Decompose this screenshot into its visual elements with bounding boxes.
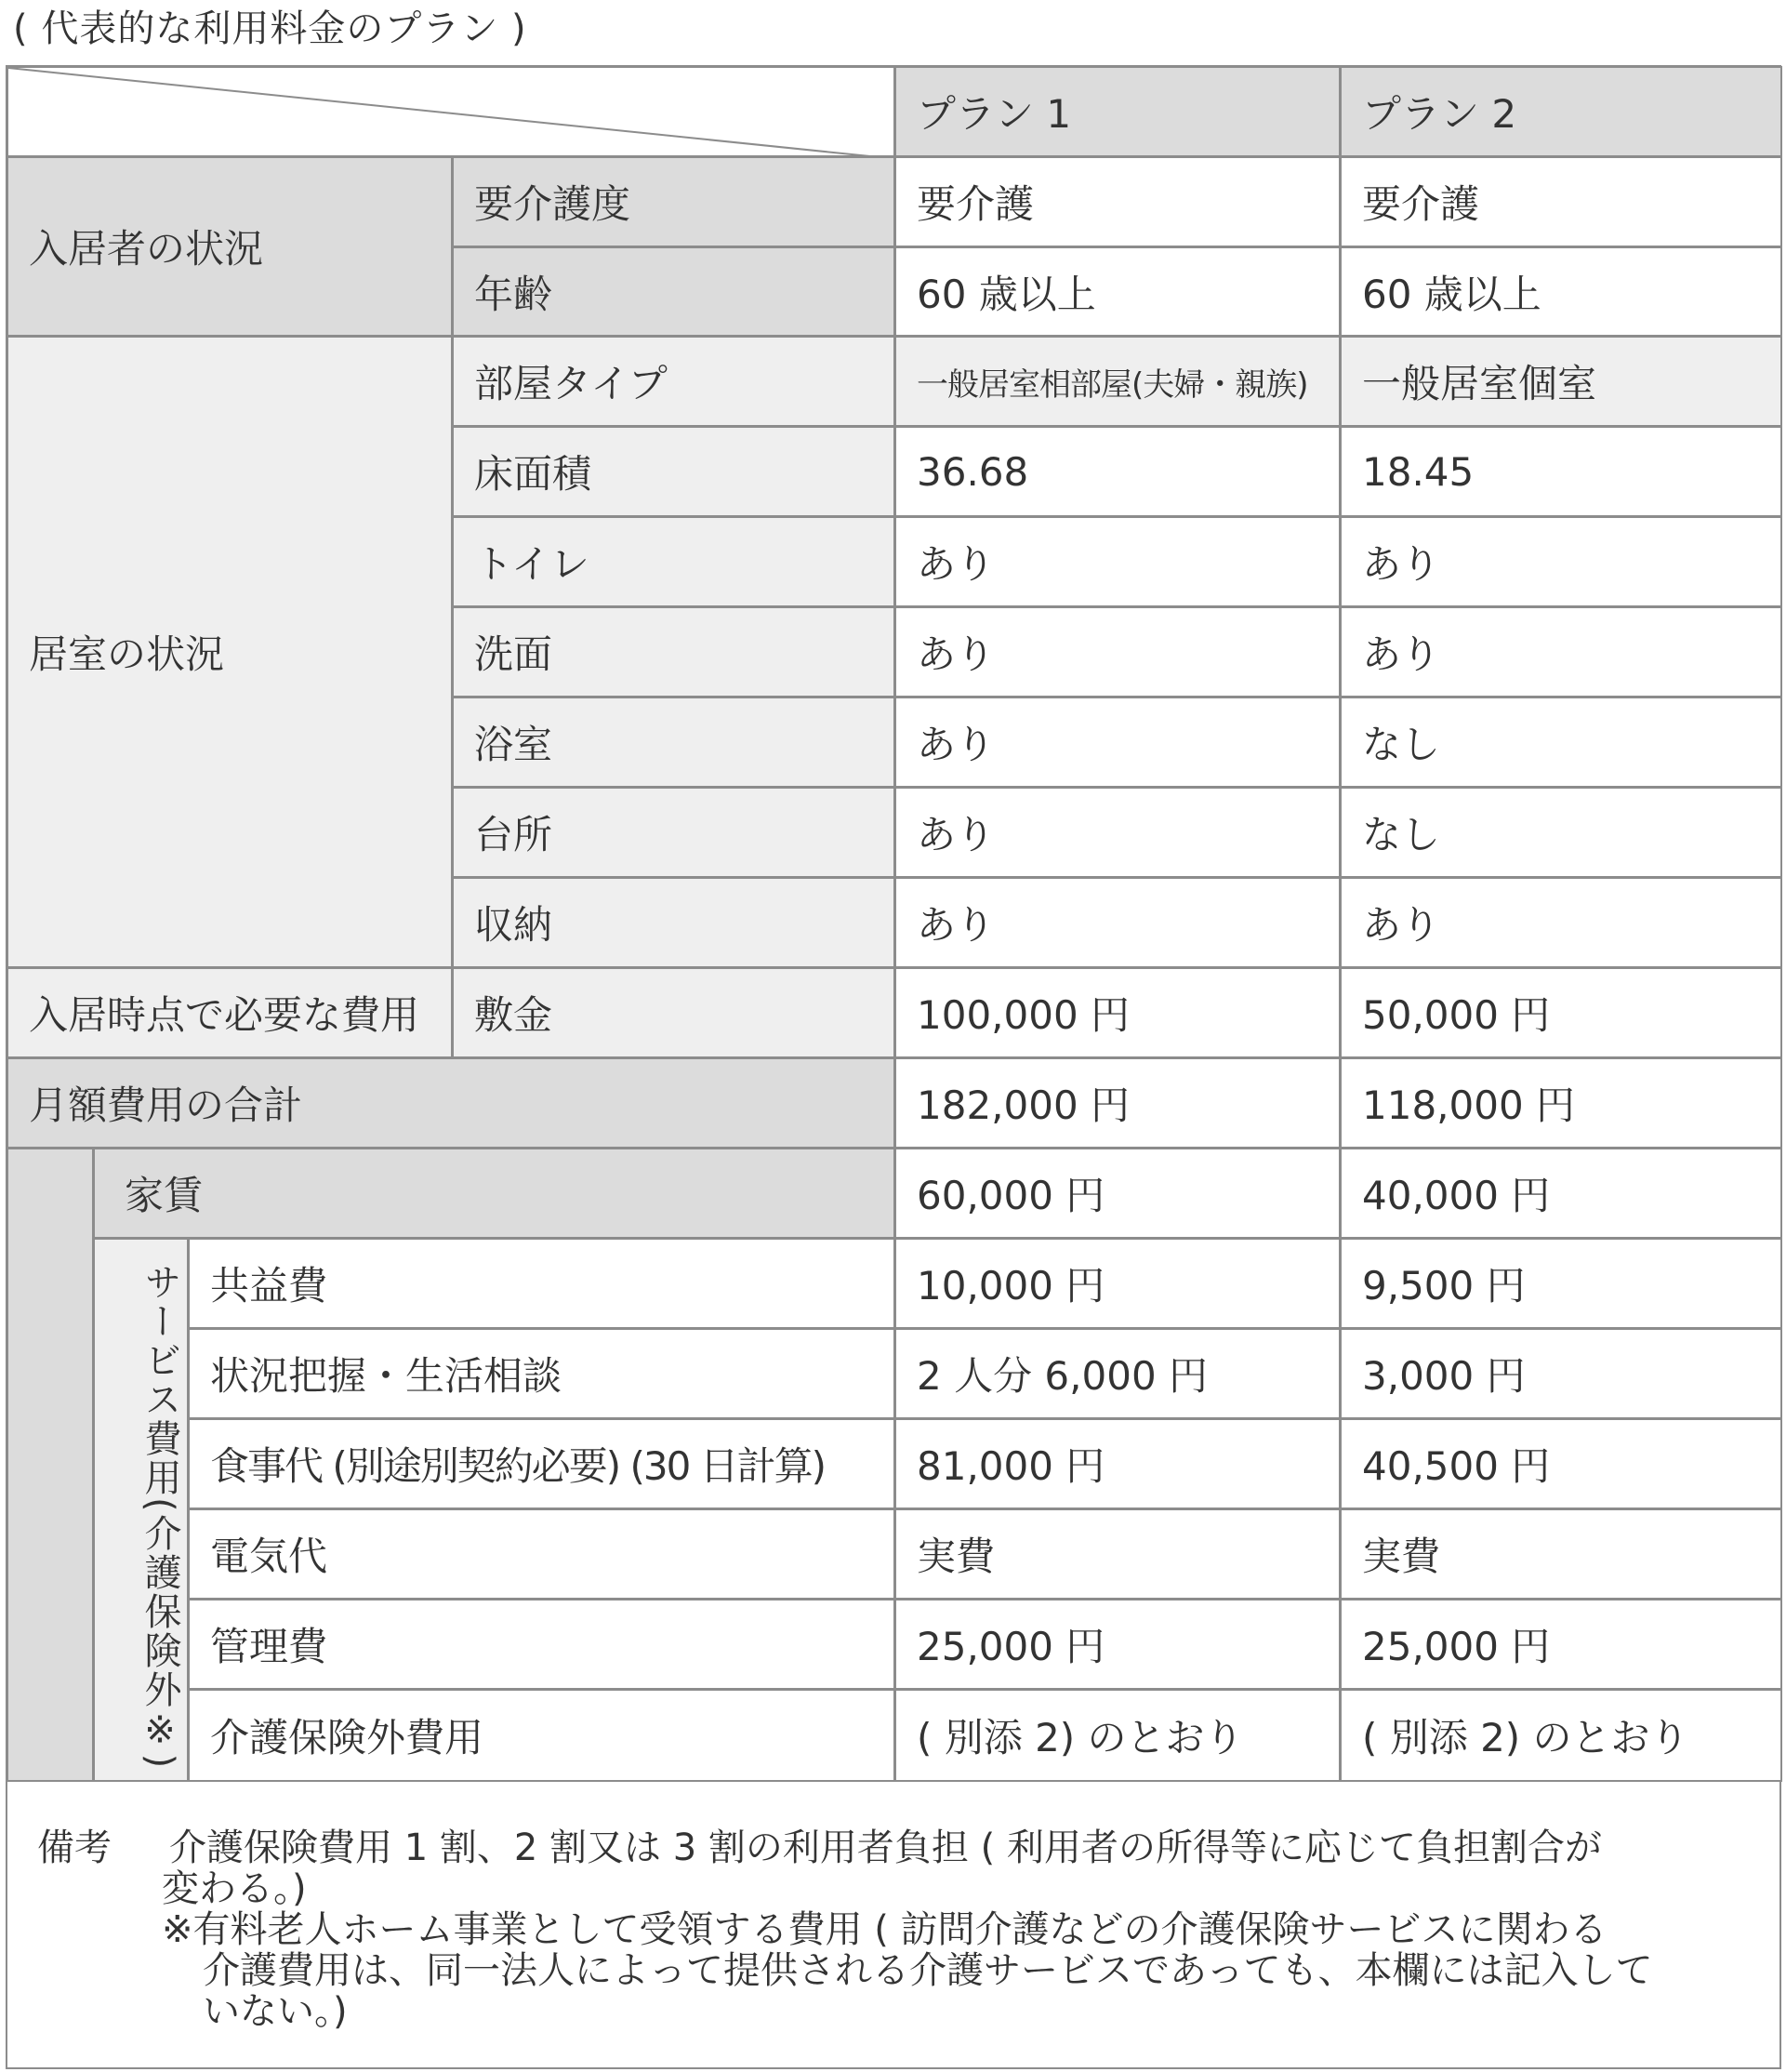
row-label-rent: 家賃 <box>93 1148 895 1239</box>
pricing-plan-table <box>6 65 1781 2069</box>
corner-diagonal-cell <box>7 66 895 157</box>
row-label-care-level: 要介護度 <box>452 156 895 247</box>
row-label-floor-area: 床面積 <box>452 426 895 517</box>
group-label-resident: 入居者の状況 <box>7 156 453 337</box>
cell-plan1-age: 60 歳以上 <box>894 246 1341 337</box>
row-label-common-fee: 共益費 <box>188 1238 895 1329</box>
cell-plan1-common-fee: 10,000 円 <box>894 1238 1341 1329</box>
cell-plan1-room-type: 一般居室相部屋(夫婦・親族) <box>894 336 1341 427</box>
remarks-label: 備考 <box>37 1826 112 1869</box>
cell-plan2-kitchen: なし <box>1340 787 1782 878</box>
row-label-storage: 収納 <box>452 877 895 968</box>
remarks-line-4: 介護費用は、同一法人によって提供される介護サービスであっても、本欄には記入して <box>203 1949 1653 1992</box>
remarks-line-5: いない。) <box>203 1990 348 2033</box>
group-label-service-fees: サービス費用(介護保険外※) <box>93 1238 189 1782</box>
cell-plan2-consultation: 3,000 円 <box>1340 1328 1782 1419</box>
row-label-consultation: 状況把握・生活相談 <box>188 1328 895 1419</box>
group-label-room: 居室の状況 <box>7 336 453 968</box>
cell-plan2-washbasin: あり <box>1340 606 1782 697</box>
remarks-line-3: ※有料老人ホーム事業として受領する費用 ( 訪問介護などの介護保険サービスに関わる <box>162 1908 1607 1951</box>
cell-plan1-non-insurance-fee: ( 別添 2) のとおり <box>894 1689 1341 1782</box>
cell-plan2-electricity: 実費 <box>1340 1508 1782 1600</box>
cell-plan1-kitchen: あり <box>894 787 1341 878</box>
diagonal-line <box>8 68 895 157</box>
cell-plan2-management-fee: 25,000 円 <box>1340 1599 1782 1690</box>
cell-plan2-rent: 40,000 円 <box>1340 1148 1782 1239</box>
row-label-bathroom: 浴室 <box>452 697 895 788</box>
column-header-plan1: プラン 1 <box>894 66 1341 157</box>
cell-plan2-common-fee: 9,500 円 <box>1340 1238 1782 1329</box>
row-label-toilet: トイレ <box>452 516 895 607</box>
cell-plan1-storage: あり <box>894 877 1341 968</box>
row-label-non-insurance-fee: 介護保険外費用 <box>188 1689 895 1782</box>
cell-plan2-monthly-total: 118,000 円 <box>1340 1057 1782 1149</box>
cell-plan2-bathroom: なし <box>1340 697 1782 788</box>
remarks-line-2: 変わる。) <box>162 1867 307 1910</box>
cell-plan2-toilet: あり <box>1340 516 1782 607</box>
group-label-move-in-cost: 入居時点で必要な費用 <box>7 967 453 1058</box>
cell-plan2-meal-fee: 40,500 円 <box>1340 1418 1782 1509</box>
remarks-line-1: 介護保険費用 1 割、2 割又は 3 割の利用者負担 ( 利用者の所得等に応じて負担割合が <box>169 1826 1602 1869</box>
cell-plan2-care-level: 要介護 <box>1340 156 1782 247</box>
column-header-plan2: プラン 2 <box>1340 66 1782 157</box>
row-label-electricity: 電気代 <box>188 1508 895 1600</box>
cell-plan1-consultation: 2 人分 6,000 円 <box>894 1328 1341 1419</box>
cell-plan1-meal-fee: 81,000 円 <box>894 1418 1341 1509</box>
cell-plan1-monthly-total: 182,000 円 <box>894 1057 1341 1149</box>
cell-plan2-age: 60 歳以上 <box>1340 246 1782 337</box>
row-label-kitchen: 台所 <box>452 787 895 878</box>
cell-plan1-rent: 60,000 円 <box>894 1148 1341 1239</box>
monthly-indent-strip <box>7 1148 94 1782</box>
row-label-washbasin: 洗面 <box>452 606 895 697</box>
cell-plan1-management-fee: 25,000 円 <box>894 1599 1341 1690</box>
cell-plan2-non-insurance-fee: ( 別添 2) のとおり <box>1340 1689 1782 1782</box>
cell-plan1-floor-area: 36.68 <box>894 426 1341 517</box>
cell-plan1-bathroom: あり <box>894 697 1341 788</box>
cell-plan1-electricity: 実費 <box>894 1508 1341 1600</box>
table-caption: ( 代表的な利用料金のプラン ) <box>13 7 527 50</box>
row-label-deposit: 敷金 <box>452 967 895 1058</box>
row-label-management-fee: 管理費 <box>188 1599 895 1690</box>
cell-plan2-room-type: 一般居室個室 <box>1340 336 1782 427</box>
row-label-monthly-total: 月額費用の合計 <box>7 1057 895 1149</box>
cell-plan2-storage: あり <box>1340 877 1782 968</box>
cell-plan2-deposit: 50,000 円 <box>1340 967 1782 1058</box>
cell-plan1-washbasin: あり <box>894 606 1341 697</box>
cell-plan1-care-level: 要介護 <box>894 156 1341 247</box>
row-label-room-type: 部屋タイプ <box>452 336 895 427</box>
cell-plan1-deposit: 100,000 円 <box>894 967 1341 1058</box>
cell-plan2-floor-area: 18.45 <box>1340 426 1782 517</box>
row-label-age: 年齢 <box>452 246 895 337</box>
cell-plan1-toilet: あり <box>894 516 1341 607</box>
row-label-meal-fee: 食事代 (別途別契約必要) (30 日計算) <box>188 1418 895 1509</box>
